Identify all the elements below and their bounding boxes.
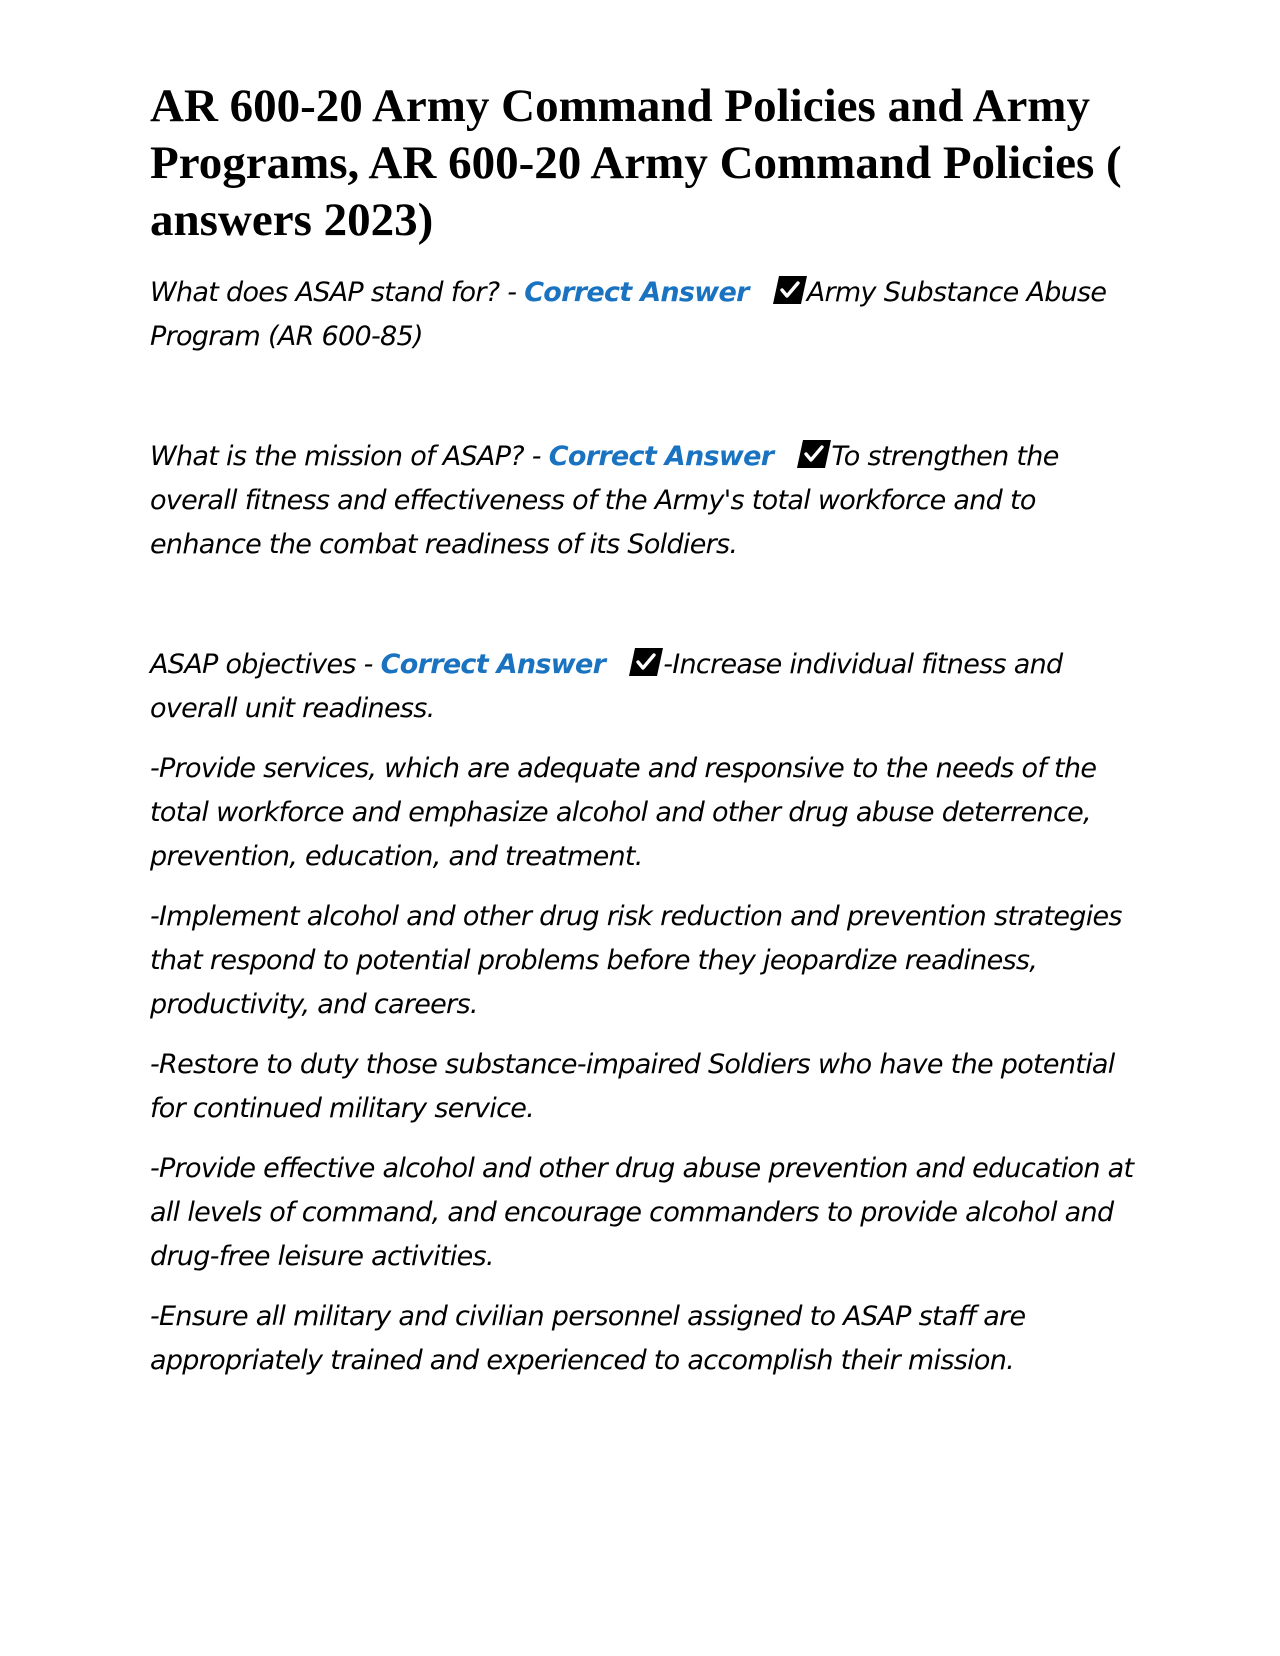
objective-line: -Implement alcohol and other drug risk reduction and prevention strategies that respond to potential problems before they jeopardize readiness, productivity, and careers. — [150, 901, 1122, 1020]
objective-line: -Provide services, which are adequate and responsive to the needs of the total workforce and emphasize alcohol and other drug abuse deterrence, prevention, education, and treatment. — [150, 753, 1097, 872]
correct-answer-label: Correct Answer — [524, 277, 749, 308]
qa-item-3 — [150, 643, 1140, 731]
answer-text: -Increase individual fitness and overall unit readiness. — [150, 649, 1063, 724]
correct-answer-label: Correct Answer — [548, 441, 774, 472]
answer-text: Army Substance Abuse Program (AR 600-85) — [150, 277, 1107, 352]
qa-item-2 — [150, 435, 1140, 567]
check-box-icon — [797, 437, 831, 471]
check-box-icon — [629, 645, 663, 679]
objective-line: -Restore to duty those substance-impaired Soldiers who have the potential for continued military service. — [150, 1049, 1115, 1124]
answer-text: To strengthen the overall fitness and effectiveness of the Army's total workforce and to enhance the combat readiness of its Soldiers. — [150, 441, 1059, 560]
question-text: What is the mission of ASAP? - — [150, 441, 549, 472]
objective-line: -Provide effective alcohol and other drug abuse prevention and education at all levels of command, and encourage commanders to provide alcohol and drug-free leisure activities. — [150, 1153, 1134, 1272]
question-text: ASAP objectives - — [150, 649, 381, 680]
question-text: What does ASAP stand for? - — [150, 277, 525, 308]
correct-answer-label: Correct Answer — [380, 649, 606, 680]
document-page — [150, 78, 1140, 1383]
document-title: AR 600-20 Army Command Policies and Army Programs, AR 600-20 Army Command Policies ( answers 2023) — [150, 80, 1122, 246]
check-box-icon — [773, 273, 807, 307]
qa-item-1 — [150, 271, 1140, 359]
objective-line: -Ensure all military and civilian personnel assigned to ASAP staff are appropriately trained and experienced to accomplish their mission. — [150, 1301, 1026, 1376]
